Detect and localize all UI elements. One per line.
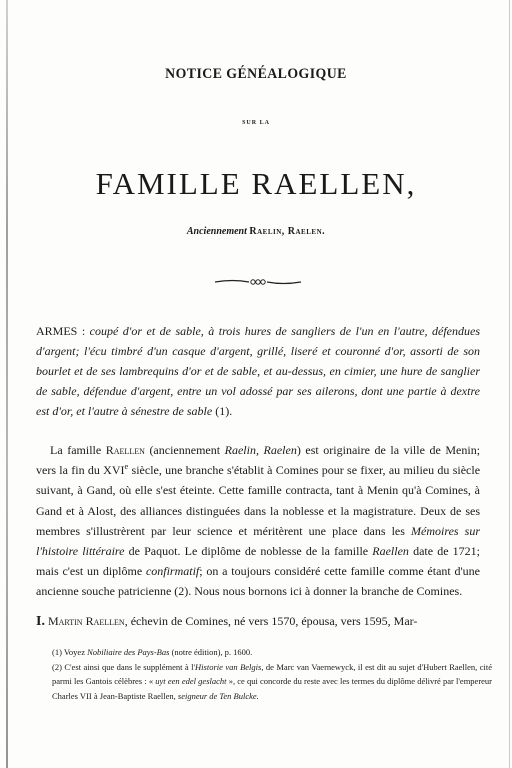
para-text-3: (anciennement	[149, 443, 221, 457]
item-number: I.	[36, 614, 45, 629]
footnote-2-quote: uyt een edel geslacht	[155, 676, 227, 686]
history-paragraph	[36, 440, 480, 602]
title-famille: FAMILLE RAELLEN,	[95, 166, 417, 201]
para-raellen-2: Raellen	[372, 544, 409, 559]
title-notice: NOTICE GÉNÉALOGIQUE	[165, 66, 347, 82]
footnote-2-c: , de Marc van Vaernewyck, il est dit au sujet d'Hubert Raellen, cité parmi les Gantois célèbres : «	[52, 661, 492, 686]
para-old-names: Raelin, Raelen	[224, 443, 297, 457]
footnote-1	[52, 645, 492, 660]
subtitle-names: Raelin, Raelen.	[249, 226, 326, 237]
para-text-5: ) est originaire de la ville de Menin; vers la fin du XVI	[36, 443, 481, 478]
para-name-raellen: Raellen	[105, 443, 145, 457]
footnote-2	[52, 660, 492, 704]
footnote-2-e: », ce qui concorde du reste avec les termes du diplôme délivré par l'empereur Charles VII à Jean-Baptiste Raellen,	[52, 676, 493, 701]
footnote-2-f: seigneur de Ten Bulcke.	[177, 690, 259, 701]
title-sur-la: SUR LA	[242, 120, 270, 126]
footnote-1-title: Nobiliaire des Pays-Bas	[87, 647, 170, 657]
item-name: Martin Raellen	[47, 614, 125, 628]
subtitle-anciennement	[0, 226, 512, 237]
para-confirmatif: confirmatif	[145, 564, 200, 579]
armes-paragraph	[36, 321, 480, 421]
armes-note-ref: (1).	[215, 404, 233, 418]
armes-description: coupé d'or et de sable, à trois hures de sangliers de l'un en l'autre, défendues d'argent; l'écu timbré d'un casque d'argent, grillé, liseré et couronné d'or, assorti de son bourlet et de ses lambrequins d'or et de sable, et au-dessus, en cimier, une hure de sanglier de sable, défendue d'argent, entre un vol adossé par ses ailerons, dont une partie à dextre est d'or, et l'autre à sénestre de sable	[36, 324, 481, 418]
subtitle-prefix: Anciennement	[186, 226, 247, 237]
para-sup: e	[124, 462, 129, 472]
para-text-6: siècle, une branche s'établit à Comines pour se fixer, au milieu du siècle suivant, à Gand, où elle s'est éteinte. Cette famille contracta, tant à Menin qu'à Comines, à Gand et à Alost, des alliances distinguées dans la noblesse et la magistrature. Deux de ses membres s'illustrèrent par leur science et méritèrent une place dans les	[36, 463, 481, 538]
item-text: , échevin de Comines, né vers 1570, épousa, vers 1595, Mar-	[124, 614, 418, 628]
footnote-1-a: (1) Voyez	[52, 647, 85, 657]
scan-edge-right	[509, 0, 510, 768]
ornament-divider	[213, 277, 303, 287]
footnotes	[52, 645, 492, 703]
scan-edge-left	[6, 0, 8, 768]
genealogy-item-1	[36, 612, 496, 631]
para-text-12: ; on a toujours considéré cette famille comme étant d'une ancienne souche patricienne (2). Nous nous bornons ici à donner la branche de Comines.	[36, 564, 481, 599]
para-text-10: date de 1721; mais c'est un diplôme	[36, 544, 481, 579]
footnote-2-a: (2) C'est ainsi que dans le supplément à l'	[52, 661, 196, 672]
armes-label: ARMES :	[36, 324, 86, 338]
para-text-1: La famille	[50, 443, 102, 457]
footnote-2-title: Historie van Belgis	[195, 661, 262, 672]
para-text-8: de Paquot. Le diplôme de noblesse de la famille	[128, 544, 369, 559]
para-memoires: Mémoires sur l'histoire littéraire	[36, 523, 480, 559]
footnote-1-c: (notre édition), p. 1600.	[171, 647, 253, 657]
